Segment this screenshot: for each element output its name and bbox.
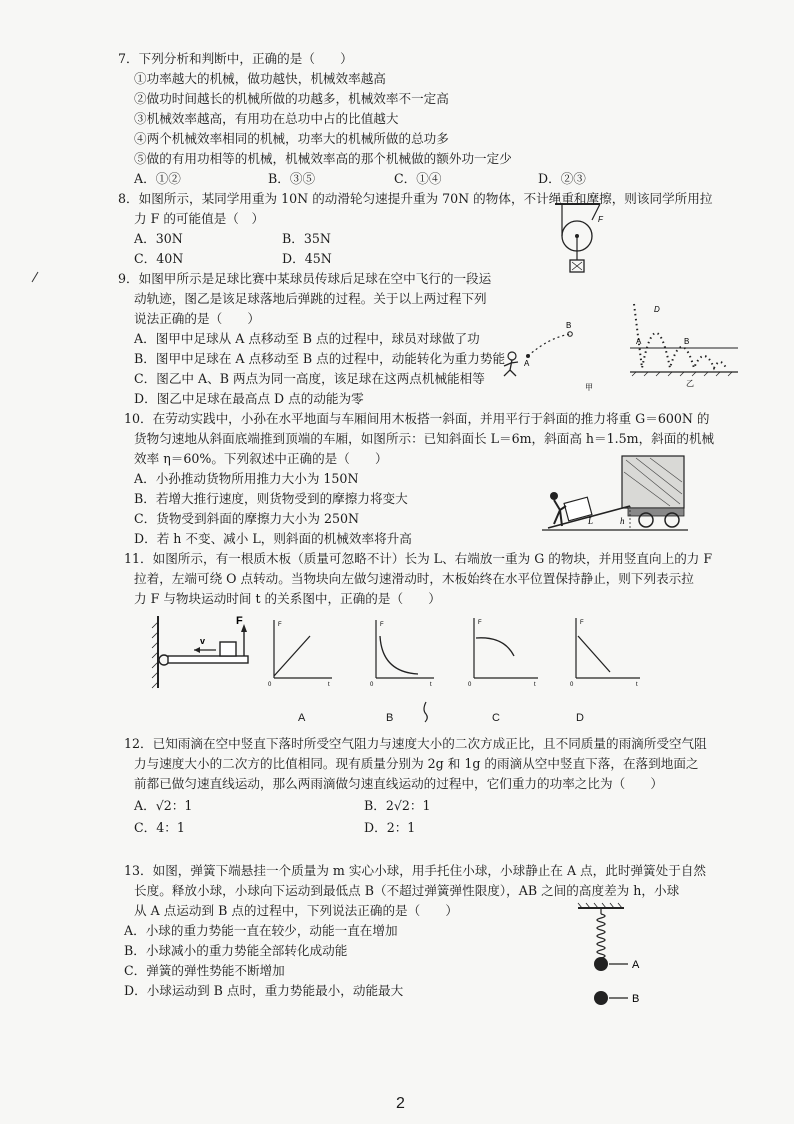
- q12-option-b: B．2√2：1: [364, 798, 431, 813]
- lever-figure: [150, 614, 258, 690]
- q7-item-2: ②做功时间越长的机械所做的功越多，机械效率不一定高: [134, 91, 449, 106]
- scan-mark: [30, 270, 40, 284]
- graph-a-origin: 0: [268, 682, 272, 688]
- ball-bounce-figure: [624, 296, 742, 388]
- incline-height-label: h: [620, 516, 625, 526]
- q7-item-4: ④两个机械效率相同的机械，功率大的机械所做的总功多: [134, 131, 449, 146]
- fig-jia-point-b: B: [566, 321, 572, 330]
- q9-stem-1: 9．如图甲所示是足球比赛中某球员传球后足球在空中飞行的一段运: [118, 271, 492, 286]
- graph-a-x-label: t: [328, 682, 330, 688]
- lever-force-label: F: [236, 615, 243, 627]
- q7-item-5: ⑤做的有用功相等的机械，机械效率高的那个机械做的额外功一定少: [134, 151, 512, 166]
- graph-d-y-label: F: [580, 620, 584, 626]
- q10-stem-1: 10．在劳动实践中，小孙在水平地面与车厢间用木板搭一斜面，并用平行于斜面的推力将重 G＝600N 的: [124, 411, 710, 426]
- q10-stem-3: 效率 η＝60%。下列叙述中正确的是（ ）: [134, 451, 388, 466]
- q8-stem-2: 力 F 的可能值是（ ）: [134, 211, 265, 226]
- graph-c-origin: 0: [468, 682, 472, 688]
- fig-yi-caption: 乙: [686, 379, 694, 388]
- graph-d: [568, 614, 644, 688]
- q13-stem-3: 从 A 点运动到 B 点的过程中，下列说法正确的是（ ）: [134, 903, 459, 918]
- q7-option-b: B．③⑤: [268, 171, 316, 186]
- q10-option-c: C．货物受到斜面的摩擦力大小为 250N: [134, 511, 360, 526]
- q12-option-c: C．4：1: [134, 820, 185, 835]
- graph-b-origin: 0: [370, 682, 374, 688]
- pulley-figure: [550, 196, 610, 292]
- pulley-force-label: F: [598, 215, 603, 224]
- lever-velocity-label: v: [200, 636, 206, 646]
- graph-b: [368, 616, 438, 688]
- q11-stem-2: 拉着，左端可绕 O 点转动。当物块向左做匀速滑动时，木板始终在水平位置保持静止，则下列表示拉: [134, 571, 694, 586]
- football-trajectory-figure: [498, 318, 610, 398]
- q12-stem-3: 前都已做匀速直线运动，那么两雨滴做匀速直线运动的过程中，它们重力的功率之比为（ ）: [134, 776, 663, 791]
- q10-option-d: D．若 h 不变、减小 L，则斜面的机械效率将升高: [134, 531, 412, 546]
- q9-option-b: B．图甲中足球在 A 点移动至 B 点的过程中，动能转化为重力势能: [134, 351, 506, 366]
- graph-b-x-label: t: [430, 682, 432, 688]
- q10-stem-2: 货物匀速地从斜面底端推到顶端的车厢，如图所示：已知斜面长 L＝6m，斜面高 h＝1.5m，斜面的机械: [134, 431, 715, 446]
- q8-option-b: B．35N: [282, 231, 331, 246]
- q13-option-b: B．小球减小的重力势能全部转化成动能: [124, 943, 348, 958]
- q12-option-d: D．2：1: [364, 820, 416, 835]
- q13-option-d: D．小球运动到 B 点时，重力势能最小，动能最大: [124, 983, 404, 998]
- spring-ball-figure: [574, 902, 654, 1008]
- graph-c-caption: C: [492, 712, 500, 724]
- graph-c-y-label: F: [478, 620, 482, 626]
- fig-yi-point-a: A: [636, 337, 642, 346]
- q8-stem-1: 8．如图所示，某同学用重为 10N 的动滑轮匀速提升重为 70N 的物体，不计绳重和摩擦，则该同学所用拉: [118, 191, 713, 206]
- q9-option-c: C．图乙中 A、B 两点为同一高度，该足球在这两点机械能相等: [134, 371, 485, 386]
- graph-d-origin: 0: [570, 682, 574, 688]
- q10-option-a: A．小孙推动货物所用推力大小为 150N: [134, 471, 359, 486]
- q13-option-a: A．小球的重力势能一直在较少，动能一直在增加: [124, 923, 398, 938]
- graph-a-caption: A: [298, 712, 306, 724]
- pen-mark: [420, 700, 432, 724]
- q7-stem: 7．下列分析和判断中，正确的是（ ）: [118, 51, 353, 66]
- q12-stem-1: 12．已知雨滴在空中竖直下落时所受空气阻力与速度大小的二次方成正比，且不同质量的雨滴所受空气阻: [124, 736, 707, 751]
- spring-point-a: A: [632, 959, 640, 971]
- graph-c-x-label: t: [534, 682, 536, 688]
- q13-stem-2: 长度。释放小球，小球向下运动到最低点 B（不超过弹簧弹性限度），AB 之间的高度差为 h，小球: [134, 883, 680, 898]
- q9-stem-2: 动轨迹，图乙是该足球落地后弹跳的过程。关于以上两过程下列: [134, 291, 487, 306]
- q12-option-a: A．√2：1: [134, 798, 193, 813]
- graph-c: [466, 614, 542, 688]
- q11-stem-3: 力 F 与物块运动时间 t 的关系图中，正确的是（ ）: [134, 591, 441, 606]
- q7-option-c: C．①④: [394, 171, 442, 186]
- q11-stem-1: 11．如图所示，有一根质木板（质量可忽略不计）长为 L、右端放一重为 G 的物块，并用竖直向上的力 F: [124, 551, 713, 566]
- graph-b-caption: B: [386, 712, 394, 724]
- fig-jia-point-a: A: [524, 359, 530, 368]
- graph-b-y-label: F: [380, 622, 384, 628]
- q13-stem-1: 13．如图，弹簧下端悬挂一个质量为 m 实心小球，用手托住小球，小球静止在 A 点，此时弹簧处于自然: [124, 863, 707, 878]
- q8-option-d: D．45N: [282, 251, 332, 266]
- q7-option-d: D．②③: [538, 171, 586, 186]
- q9-option-a: A．图甲中足球从 A 点移动至 B 点的过程中，球员对球做了功: [134, 331, 480, 346]
- fig-yi-point-b: B: [684, 337, 690, 346]
- q13-option-c: C．弹簧的弹性势能不断增加: [124, 963, 285, 978]
- q8-option-c: C．40N: [134, 251, 184, 266]
- page-number: 2: [396, 1095, 405, 1112]
- q9-stem-3: 说法正确的是（ ）: [134, 311, 260, 326]
- q7-item-3: ③机械效率越高，有用功在总功中占的比值越大: [134, 111, 399, 126]
- q7-option-a: A．①②: [134, 171, 181, 186]
- q9-option-d: D．图乙中足球在最高点 D 点的动能为零: [134, 391, 364, 406]
- graph-d-caption: D: [576, 712, 584, 724]
- q12-stem-2: 力与速度大小的二次方的比值相同。现有质量分别为 2g 和 1g 的雨滴从空中竖直下落，在落到地面之: [134, 756, 699, 771]
- graph-d-x-label: t: [636, 682, 638, 688]
- spring-point-b: B: [632, 993, 640, 1005]
- q8-option-a: A．30N: [134, 231, 183, 246]
- fig-yi-point-d: D: [654, 305, 660, 314]
- q10-option-b: B．若增大推行速度，则货物受到的摩擦力将变大: [134, 491, 408, 506]
- graph-a-y-label: F: [278, 622, 282, 628]
- incline-length-label: L: [588, 516, 594, 526]
- fig-jia-caption: 甲: [585, 383, 593, 392]
- incline-truck-figure: [540, 454, 690, 536]
- q7-item-1: ①功率越大的机械，做功越快，机械效率越高: [134, 71, 386, 86]
- graph-a: [266, 616, 336, 688]
